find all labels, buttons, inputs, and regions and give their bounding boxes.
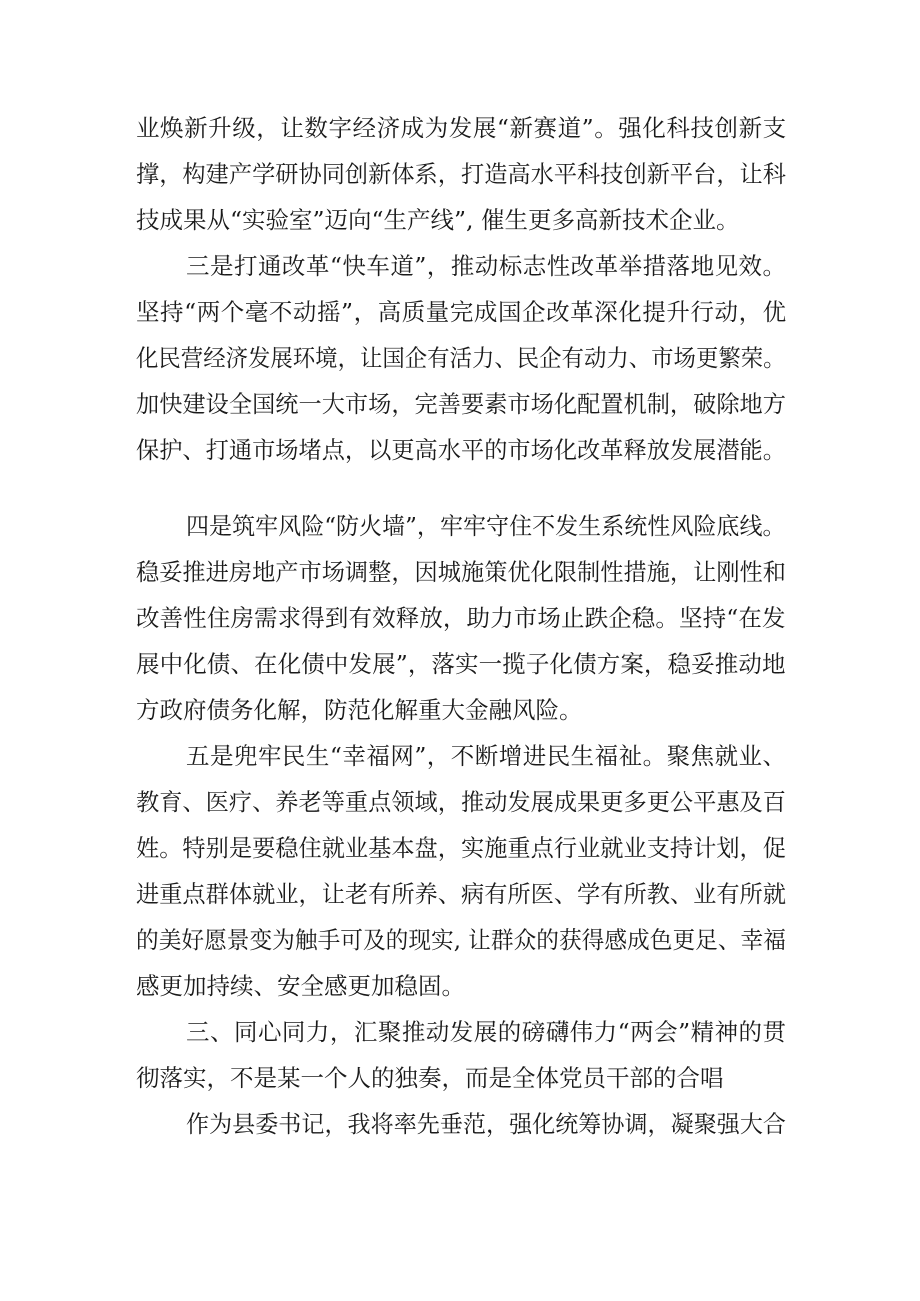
paragraph-start-line: 四是筑牢风险“防火墙”，牢牢守住不发生系统性风险底线。 [186, 512, 786, 540]
paragraph-start-line: 作为县委书记，我将率先垂范，强化统筹协调，凝聚强大合 [186, 1110, 787, 1138]
text-line: 撑，构建产学研协同创新体系，打造高水平科技创新平台，让科 [136, 160, 786, 188]
text-line: 业焕新升级，让数字经济成为发展“新赛道”。强化科技创新支 [136, 114, 787, 142]
text-line: 感更加持续、安全感更加稳固。 [136, 972, 465, 1000]
text-line: 教育、医疗、养老等重点领域，推动发展成果更多更公平惠及百 [136, 788, 786, 816]
text-line: 方政府债务化解，防范化解重大金融风险。 [136, 696, 583, 724]
paragraph-start-line: 五是兜牢民生“幸福网”，不断增进民生福祉。聚焦就业、 [186, 742, 787, 770]
text-line: 展中化债、在化债中发展”，落实一揽子化债方案，稳妥推动地 [136, 650, 786, 678]
section-heading-line: 彻落实，不是某一个人的独奏，而是全体党员干部的合唱 [136, 1064, 724, 1092]
text-line: 姓。特别是要稳住就业基本盘，实施重点行业就业支持计划，促 [136, 834, 786, 862]
text-line: 坚持“两个毫不动摇”，高质量完成国企改革深化提升行动，优 [136, 298, 787, 326]
paragraph-start-line: 三是打通改革“快车道”，推动标志性改革举措落地见效。 [186, 252, 787, 280]
text-line: 的美好愿景变为触手可及的现实, 让群众的获得感成色更足、幸福 [136, 926, 786, 954]
text-line: 化民营经济发展环境，让国企有活力、民企有动力、市场更繁荣。 [136, 344, 786, 372]
text-line: 进重点群体就业，让老有所养、病有所医、学有所教、业有所就 [136, 880, 786, 908]
text-line: 加快建设全国统一大市场，完善要素市场化配置机制，破除地方 [136, 390, 786, 418]
text-line: 保护、打通市场堵点，以更高水平的市场化改革释放发展潜能。 [136, 436, 786, 464]
text-line: 稳妥推进房地产市场调整，因城施策优化限制性措施，让刚性和 [136, 558, 786, 586]
text-line: 技成果从“实验室”迈向“生产线”, 催生更多高新技术企业。 [136, 206, 740, 234]
text-line: 改善性住房需求得到有效释放，助力市场止跌企稳。坚持“在发 [136, 604, 786, 632]
section-heading-line: 三、同心同力，汇聚推动发展的磅礴伟力“两会”精神的贯 [186, 1018, 787, 1046]
